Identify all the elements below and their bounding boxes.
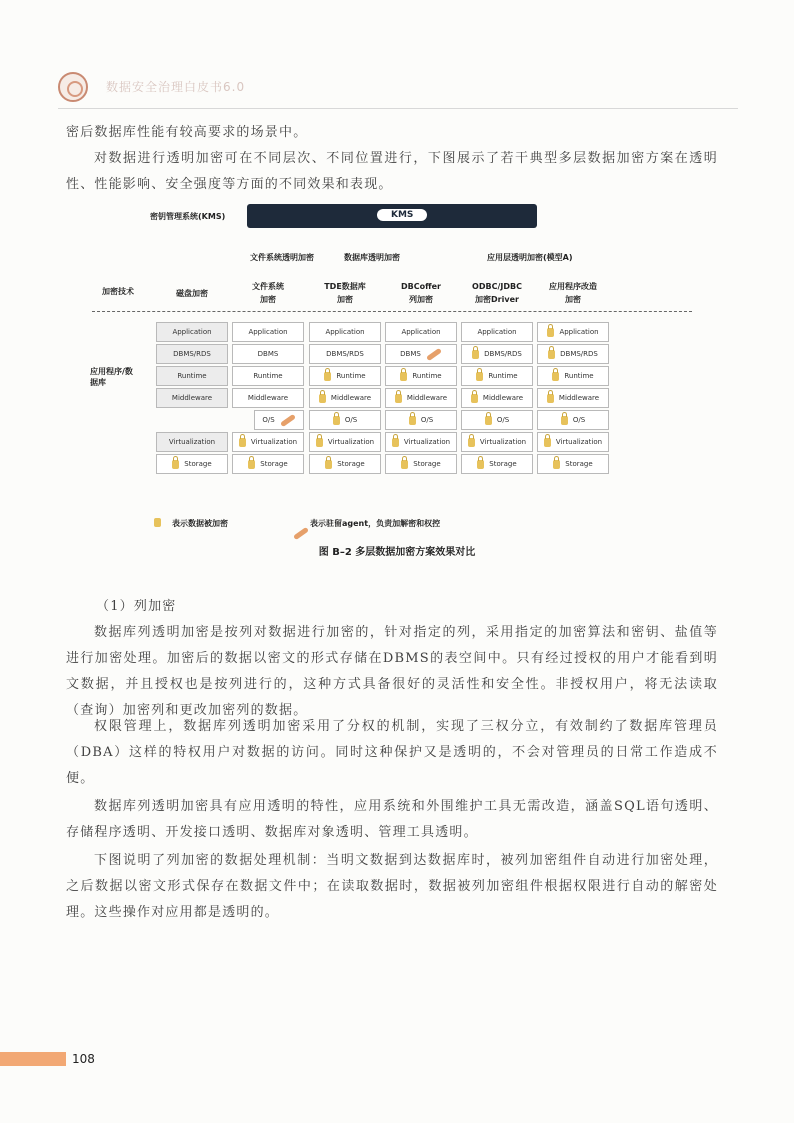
lock-icon bbox=[333, 416, 340, 425]
layer-box bbox=[309, 432, 381, 452]
layer-box bbox=[156, 432, 228, 452]
layer-box bbox=[461, 366, 533, 386]
tier-label: 数据库透明加密 bbox=[344, 253, 400, 262]
agent-icon bbox=[293, 527, 309, 540]
layer-label: Middleware bbox=[558, 394, 600, 402]
lock-icon bbox=[319, 394, 326, 403]
layer-box bbox=[385, 366, 457, 386]
column-header: ODBC/JDBC 加密Driver bbox=[472, 282, 522, 304]
layer-label: Storage bbox=[260, 460, 288, 468]
lock-icon bbox=[400, 372, 407, 381]
layer-label: Application bbox=[172, 328, 212, 336]
lock-icon bbox=[472, 350, 479, 359]
layer-label: DBMS/RDS bbox=[326, 350, 364, 358]
layer-box bbox=[309, 410, 381, 430]
header-rule bbox=[58, 108, 738, 109]
lock-icon bbox=[239, 438, 246, 447]
layer-label: DBMS/RDS bbox=[560, 350, 598, 358]
layer-label: DBMS/RDS bbox=[173, 350, 211, 358]
layer-label: O/S bbox=[572, 416, 586, 424]
layer-box bbox=[309, 366, 381, 386]
lock-icon bbox=[154, 518, 161, 527]
layer-label: DBMS bbox=[400, 350, 421, 358]
layer-box bbox=[537, 454, 609, 474]
tier-label: 文件系统透明加密 bbox=[250, 253, 314, 262]
layer-label: Runtime bbox=[412, 372, 442, 380]
layer-box bbox=[537, 388, 609, 408]
layer-label: Middleware bbox=[406, 394, 448, 402]
layer-label: Storage bbox=[489, 460, 517, 468]
layer-box bbox=[385, 388, 457, 408]
layer-box bbox=[309, 388, 381, 408]
tier-label: 应用层透明加密(模型A) bbox=[487, 253, 573, 262]
layer-label: Runtime bbox=[177, 372, 207, 380]
layer-label: O/S bbox=[496, 416, 510, 424]
layer-box bbox=[232, 454, 304, 474]
layer-label: O/S bbox=[420, 416, 434, 424]
lock-icon bbox=[471, 394, 478, 403]
layer-label: Application bbox=[401, 328, 441, 336]
kms-bar-label: KMS bbox=[377, 209, 427, 221]
lock-icon bbox=[547, 328, 554, 337]
lock-icon bbox=[548, 350, 555, 359]
layer-label: Storage bbox=[413, 460, 441, 468]
layer-box bbox=[537, 432, 609, 452]
legend-agent-label: 表示驻留agent，负责加解密和权控 bbox=[310, 519, 441, 528]
section-heading: （1）列加密 bbox=[96, 599, 177, 614]
layer-box bbox=[232, 366, 304, 386]
lock-icon bbox=[324, 372, 331, 381]
paragraph: 下图说明了列加密的数据处理机制：当明文数据到达数据库时，被列加密组件自动进行加密处理，之后数据以密文形式保存在数据文件中；在读取数据时，数据被列加密组件根据权限进行自动的解密处理。这些操作对应用都是透明的。 bbox=[66, 853, 718, 920]
figure-caption: 图 B–2 多层数据加密方案效果对比 bbox=[318, 547, 476, 558]
layer-label: Runtime bbox=[488, 372, 518, 380]
lock-icon bbox=[172, 460, 179, 469]
layer-label: Runtime bbox=[253, 372, 283, 380]
lock-icon bbox=[553, 460, 560, 469]
paragraph: 权限管理上，数据库列透明加密采用了分权的机制，实现了三权分立，有效制约了数据库管理员（DBA）这样的特权用户对数据的访问。同时这种保护又是透明的，不会对管理员的日常工作造成不便。 bbox=[66, 719, 718, 786]
layer-label: Application bbox=[248, 328, 288, 336]
agent-icon bbox=[280, 413, 296, 426]
logo-icon bbox=[58, 72, 88, 102]
legend-lock-label: 表示数据被加密 bbox=[172, 519, 228, 528]
lock-icon bbox=[248, 460, 255, 469]
layer-box bbox=[461, 432, 533, 452]
layer-label: Middleware bbox=[247, 394, 289, 402]
layer-label: O/S bbox=[344, 416, 358, 424]
lock-icon bbox=[325, 460, 332, 469]
layer-box bbox=[537, 366, 609, 386]
layer-box bbox=[309, 454, 381, 474]
layer-box bbox=[461, 454, 533, 474]
layer-label: Application bbox=[477, 328, 517, 336]
lock-icon bbox=[395, 394, 402, 403]
layer-label: Virtualization bbox=[403, 438, 451, 446]
layer-box bbox=[232, 344, 304, 364]
lock-icon bbox=[476, 372, 483, 381]
layer-label: Runtime bbox=[336, 372, 366, 380]
layer-box bbox=[385, 322, 457, 342]
layer-label: Virtualization bbox=[555, 438, 603, 446]
lock-icon bbox=[409, 416, 416, 425]
layer-box bbox=[156, 366, 228, 386]
column-header: DBCoffer 列加密 bbox=[401, 282, 441, 304]
layer-box bbox=[461, 388, 533, 408]
page-number: 108 bbox=[72, 1052, 95, 1066]
layer-box bbox=[156, 344, 228, 364]
layer-label: Virtualization bbox=[250, 438, 298, 446]
agent-icon bbox=[426, 347, 442, 360]
column-header: 应用程序改造 加密 bbox=[549, 282, 597, 304]
layer-label: Virtualization bbox=[479, 438, 527, 446]
paragraph: 数据库列透明加密是按列对数据进行加密的，针对指定的列，采用指定的加密算法和密钥、盐值等进行加密处理。加密后的数据以密文的形式存储在DBMS的表空间中。只有经过授权的用户才能看到明文数据，并且授权也是按列进行的，这种方式具备很好的灵活性和安全性。非授权用户，将无法读取（查询）加密列和更改加密列的数据。 bbox=[66, 625, 718, 718]
layer-box bbox=[385, 454, 457, 474]
lock-icon bbox=[552, 372, 559, 381]
layer-box bbox=[156, 322, 228, 342]
layer-label: O/S bbox=[262, 416, 275, 424]
layer-box bbox=[537, 410, 609, 430]
layer-box bbox=[385, 344, 457, 364]
layer-box bbox=[156, 454, 228, 474]
lock-icon bbox=[547, 394, 554, 403]
layer-label: Storage bbox=[337, 460, 365, 468]
kms-bar bbox=[247, 204, 537, 228]
lock-icon bbox=[561, 416, 568, 425]
column-header: 磁盘加密 bbox=[176, 289, 208, 298]
layer-label: DBMS bbox=[257, 350, 279, 358]
layer-box bbox=[156, 388, 228, 408]
layer-label: Runtime bbox=[564, 372, 594, 380]
layer-label: DBMS/RDS bbox=[484, 350, 522, 358]
layer-box bbox=[537, 344, 609, 364]
layer-label: Application bbox=[325, 328, 365, 336]
paragraph: 密后数据库性能有较高要求的场景中。 bbox=[66, 125, 308, 140]
lock-icon bbox=[485, 416, 492, 425]
layer-label: Storage bbox=[184, 460, 212, 468]
divider bbox=[92, 311, 692, 312]
lock-icon bbox=[468, 438, 475, 447]
layer-box bbox=[461, 322, 533, 342]
page-bar bbox=[0, 1052, 66, 1066]
lock-icon bbox=[316, 438, 323, 447]
page-header bbox=[58, 72, 738, 102]
layer-label: Application bbox=[559, 328, 599, 336]
layer-box bbox=[385, 432, 457, 452]
layer-label: Storage bbox=[565, 460, 593, 468]
column-header: TDE数据库 加密 bbox=[324, 282, 366, 304]
kms-label: 密钥管理系统(KMS) bbox=[150, 212, 226, 221]
layer-box bbox=[232, 432, 304, 452]
row-label: 加密技术 bbox=[102, 287, 134, 296]
layer-box bbox=[254, 410, 304, 430]
lock-icon bbox=[392, 438, 399, 447]
column-header: 文件系统 加密 bbox=[252, 282, 284, 304]
lock-icon bbox=[544, 438, 551, 447]
row-label: 应用程序/数据库 bbox=[90, 367, 133, 387]
layer-label: Middleware bbox=[171, 394, 213, 402]
paragraph: 对数据进行透明加密可在不同层次、不同位置进行，下图展示了若干典型多层数据加密方案在透明性、性能影响、安全强度等方面的不同效果和表现。 bbox=[66, 151, 718, 192]
paragraph: 数据库列透明加密具有应用透明的特性，应用系统和外围维护工具无需改造，涵盖SQL语句透明、存储程序透明、开发接口透明、数据库对象透明、管理工具透明。 bbox=[66, 799, 718, 840]
lock-icon bbox=[401, 460, 408, 469]
layer-box bbox=[232, 388, 304, 408]
layer-box bbox=[309, 322, 381, 342]
layer-box bbox=[537, 322, 609, 342]
layer-label: Virtualization bbox=[168, 438, 216, 446]
layer-box bbox=[309, 344, 381, 364]
layer-box bbox=[385, 410, 457, 430]
layer-box bbox=[461, 344, 533, 364]
layer-box bbox=[232, 322, 304, 342]
layer-label: Middleware bbox=[482, 394, 524, 402]
header-title: 数据安全治理白皮书6.0 bbox=[106, 80, 246, 94]
layer-label: Middleware bbox=[330, 394, 372, 402]
layer-label: Virtualization bbox=[327, 438, 375, 446]
layer-box bbox=[461, 410, 533, 430]
lock-icon bbox=[477, 460, 484, 469]
